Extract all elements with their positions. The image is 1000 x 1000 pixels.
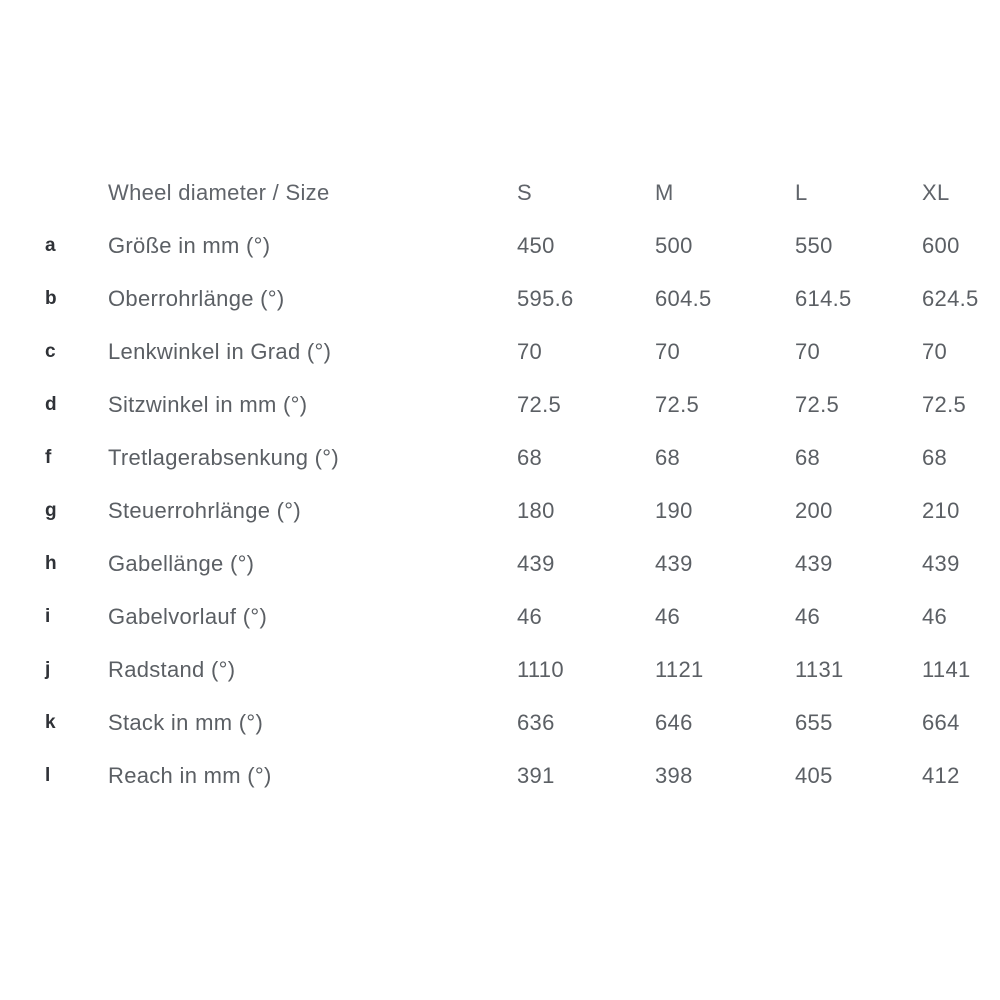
cell-value-xl: 210 xyxy=(922,497,960,523)
cell-value-s: 72.5 xyxy=(517,391,562,417)
row-label: Größe in mm (°) xyxy=(108,232,271,258)
row-label: Tretlagerabsenkung (°) xyxy=(108,444,340,470)
cell-value-m: 398 xyxy=(655,762,693,788)
cell-value-xl: 664 xyxy=(922,709,960,735)
row-letter: b xyxy=(45,287,57,309)
cell-value-l: 72.5 xyxy=(795,391,840,417)
cell-value-m: 604.5 xyxy=(655,285,712,311)
header-size-m: M xyxy=(655,179,674,205)
cell-value-s: 391 xyxy=(517,762,555,788)
row-letter: g xyxy=(45,499,57,521)
table-row xyxy=(45,484,1000,537)
cell-value-xl: 412 xyxy=(922,762,960,788)
row-label: Oberrohrlänge (°) xyxy=(108,285,285,311)
row-letter: h xyxy=(45,552,57,574)
cell-value-s: 68 xyxy=(517,444,543,470)
cell-value-s: 180 xyxy=(517,497,555,523)
cell-value-l: 68 xyxy=(795,444,821,470)
table-row xyxy=(45,537,1000,590)
cell-value-s: 595.6 xyxy=(517,285,574,311)
cell-value-l: 655 xyxy=(795,709,833,735)
table-header-row xyxy=(45,166,1000,219)
cell-value-l: 70 xyxy=(795,338,821,364)
cell-value-s: 70 xyxy=(517,338,543,364)
cell-value-xl: 439 xyxy=(922,550,960,576)
cell-value-m: 500 xyxy=(655,232,693,258)
cell-value-l: 550 xyxy=(795,232,833,258)
row-label: Radstand (°) xyxy=(108,656,236,682)
table-row xyxy=(45,696,1000,749)
cell-value-xl: 600 xyxy=(922,232,960,258)
cell-value-xl: 1141 xyxy=(922,656,971,682)
cell-value-s: 46 xyxy=(517,603,543,629)
row-label: Gabellänge (°) xyxy=(108,550,255,576)
row-label: Lenkwinkel in Grad (°) xyxy=(108,338,332,364)
cell-value-l: 614.5 xyxy=(795,285,852,311)
cell-value-l: 200 xyxy=(795,497,833,523)
row-letter: a xyxy=(45,234,56,256)
table-row xyxy=(45,378,1000,431)
row-letter: d xyxy=(45,393,57,415)
cell-value-xl: 72.5 xyxy=(922,391,967,417)
cell-value-m: 646 xyxy=(655,709,693,735)
cell-value-s: 1110 xyxy=(517,656,564,682)
table-row xyxy=(45,590,1000,643)
row-letter: c xyxy=(45,340,56,362)
row-letter: i xyxy=(45,605,51,627)
header-size-s: S xyxy=(517,179,532,205)
cell-value-m: 46 xyxy=(655,603,681,629)
cell-value-m: 1121 xyxy=(655,656,704,682)
row-label: Sitzwinkel in mm (°) xyxy=(108,391,308,417)
cell-value-l: 405 xyxy=(795,762,833,788)
cell-value-s: 450 xyxy=(517,232,555,258)
cell-value-m: 72.5 xyxy=(655,391,700,417)
cell-value-xl: 624.5 xyxy=(922,285,979,311)
cell-value-m: 68 xyxy=(655,444,681,470)
cell-value-s: 636 xyxy=(517,709,555,735)
table-row xyxy=(45,643,1000,696)
table-row xyxy=(45,219,1000,272)
cell-value-l: 1131 xyxy=(795,656,844,682)
header-label: Wheel diameter / Size xyxy=(108,179,330,205)
table-row xyxy=(45,325,1000,378)
cell-value-s: 439 xyxy=(517,550,555,576)
cell-value-l: 46 xyxy=(795,603,821,629)
geometry-table xyxy=(45,166,1000,802)
row-letter: j xyxy=(45,658,51,680)
row-label: Gabelvorlauf (°) xyxy=(108,603,268,629)
cell-value-xl: 46 xyxy=(922,603,948,629)
row-letter: k xyxy=(45,711,56,733)
cell-value-xl: 68 xyxy=(922,444,948,470)
table-row xyxy=(45,431,1000,484)
header-size-xl: XL xyxy=(922,179,950,205)
cell-value-m: 190 xyxy=(655,497,693,523)
cell-value-m: 70 xyxy=(655,338,681,364)
row-letter: l xyxy=(45,764,51,786)
cell-value-xl: 70 xyxy=(922,338,948,364)
header-size-l: L xyxy=(795,179,808,205)
row-label: Stack in mm (°) xyxy=(108,709,264,735)
row-letter: f xyxy=(45,446,52,468)
row-label: Reach in mm (°) xyxy=(108,762,272,788)
row-label: Steuerrohrlänge (°) xyxy=(108,497,302,523)
cell-value-m: 439 xyxy=(655,550,693,576)
table-row xyxy=(45,272,1000,325)
cell-value-l: 439 xyxy=(795,550,833,576)
table-row xyxy=(45,749,1000,802)
